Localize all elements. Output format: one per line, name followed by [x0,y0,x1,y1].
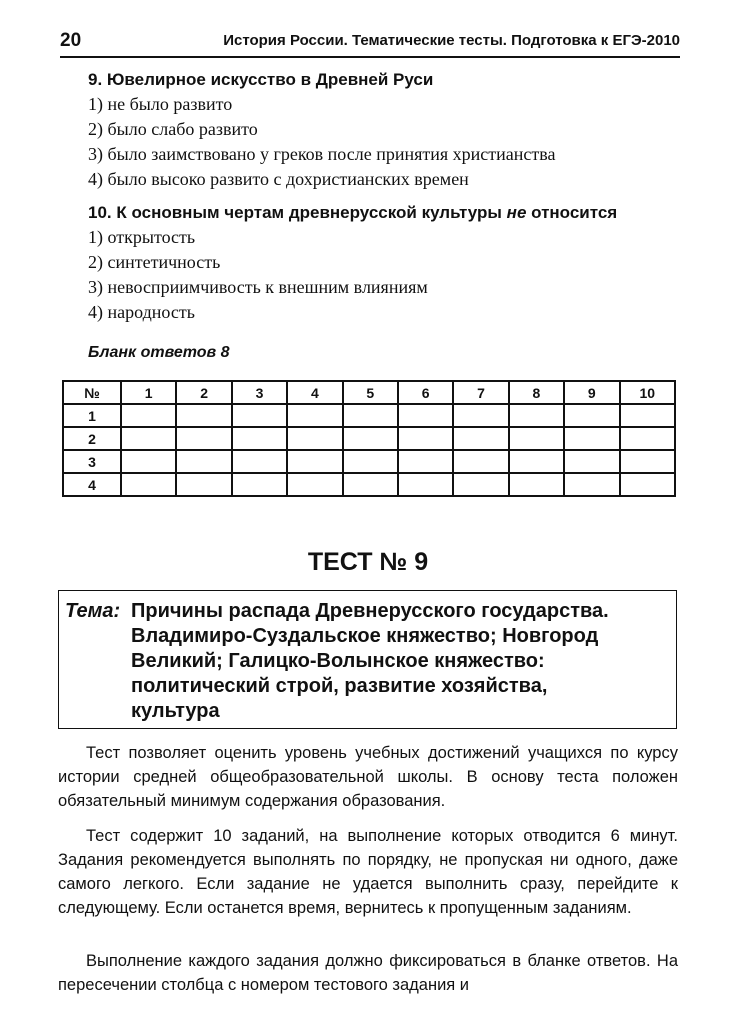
table-row [63,473,675,496]
corner-header: № [63,381,121,404]
test-title: ТЕСТ № 9 [307,548,429,576]
answer-cell [121,473,176,496]
answer-cell [232,473,287,496]
question-10-title [88,203,617,223]
column-header: 9 [564,381,619,404]
table-row [63,427,675,450]
topic-line: Владимиро-Суздальское княжество; Новгород [131,625,599,647]
question-10-title-start: 10. К основным чертам древнерусской культуры [88,203,507,222]
answer-cell [509,450,564,473]
answer-cell [509,473,564,496]
question-10-title-end: относится [526,203,618,222]
row-header: 4 [63,473,121,496]
table-row [63,404,675,427]
column-header: 3 [232,381,287,404]
running-header [60,30,680,58]
column-header: 10 [620,381,675,404]
answer-cell [176,404,231,427]
answer-cell [398,473,453,496]
answer-cell [564,427,619,450]
answer-cell [398,404,453,427]
answer-cell [343,473,398,496]
answer-cell [287,404,342,427]
answer-cell [398,450,453,473]
row-header: 2 [63,427,121,450]
answer-cell [509,427,564,450]
answer-sheet-title: Бланк ответов 8 [88,344,230,361]
answer-cell [232,404,287,427]
answer-cell [620,473,675,496]
answer-cell [343,404,398,427]
row-header: 3 [63,450,121,473]
topic-label: Тема: [65,600,121,622]
column-header: 4 [287,381,342,404]
topic-line: Великий; Галицко-Волынское княжество: [131,650,545,672]
running-title: История России. Тематические тесты. Подготовка к ЕГЭ-2010 [223,32,680,49]
answer-cell [564,404,619,427]
answer-cell [453,404,508,427]
answer-cell [176,450,231,473]
answer-sheet-paragraph: Выполнение каждого задания должно фиксироваться в бланке ответов. На пересечении столбца с номером тестового задания и [58,952,678,994]
question-9-title: 9. Ювелирное искусство в Древней Руси [88,70,434,89]
column-header: 8 [509,381,564,404]
question-10-option: 2) синтетичность [88,252,221,272]
question-10-option: 4) народность [88,302,195,322]
topic-line: политический строй, развитие хозяйства, [131,675,548,697]
answer-cell [121,450,176,473]
answer-cell [176,427,231,450]
question-10-option: 1) открытость [88,227,196,247]
table-row [63,450,675,473]
topic-line: культура [131,700,220,722]
answer-cell [287,450,342,473]
row-header: 1 [63,404,121,427]
column-header: 7 [453,381,508,404]
question-10-option: 3) невосприимчивость к внешним влияниям [88,277,428,297]
answer-cell [232,427,287,450]
question-10-title-emphasis: не [506,203,527,222]
answer-sheet-table [62,380,676,497]
instructions-paragraph: Тест содержит 10 заданий, на выполнение которых отводится 6 минут. Задания рекомендуется выполнять по порядку, не пропуская ни одного, даже самого легкого. Если задание не удается выполнить сразу, перейдите к следующему. Если останется время, вернитесь к пропущенным заданиям. [58,827,678,917]
answer-cell [620,450,675,473]
answer-sheet-header-row [63,381,675,404]
answer-cell [453,450,508,473]
column-header: 5 [343,381,398,404]
answer-cell [343,427,398,450]
answer-cell [121,404,176,427]
topic-text [131,599,661,724]
answer-cell [620,427,675,450]
answer-cell [453,473,508,496]
topic-box [58,590,677,729]
column-header: 6 [398,381,453,404]
answer-cell [620,404,675,427]
answer-cell [232,450,287,473]
question-9-option: 4) было высоко развито с дохристианских времен [88,169,469,189]
intro-paragraph: Тест позволяет оценить уровень учебных достижений учащихся по курсу истории средней общеобразовательной школы. В основу теста положен обязательный минимум содержания образования. [58,744,678,810]
answer-cell [453,427,508,450]
answer-cell [509,404,564,427]
answer-cell [287,427,342,450]
answer-cell [564,473,619,496]
answer-cell [287,473,342,496]
answer-cell [343,450,398,473]
question-9-option: 3) было заимствовано у греков после принятия христианства [88,144,556,164]
column-header: 1 [121,381,176,404]
topic-line: Причины распада Древнерусского государства. [131,600,609,622]
answer-cell [564,450,619,473]
page-number: 20 [60,30,82,51]
question-9-option: 2) было слабо развито [88,119,258,139]
column-header: 2 [176,381,231,404]
answer-cell [176,473,231,496]
question-9-option: 1) не было развито [88,94,233,114]
answer-cell [398,427,453,450]
answer-cell [121,427,176,450]
